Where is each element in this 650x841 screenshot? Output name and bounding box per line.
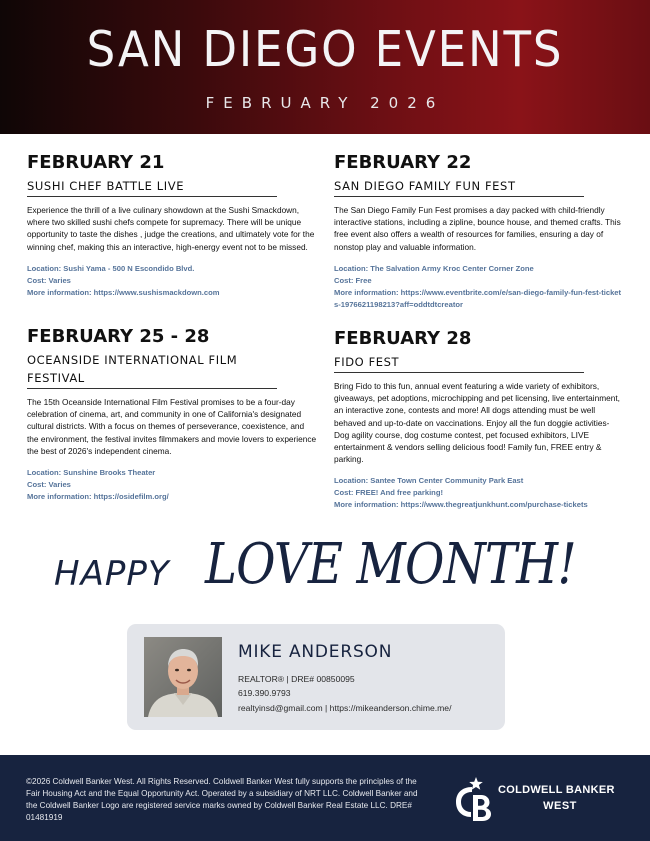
event-meta — [334, 475, 624, 511]
love-month-banner — [0, 532, 650, 612]
event-meta — [334, 263, 624, 311]
event-info-link[interactable]: More information: https://www.thegreatjunkhunt.com/purchase-tickets — [334, 500, 588, 510]
event-description: The San Diego Family Fun Fest promises a day packed with child-friendly interactive stations, including a zipline, bounce house, and themed crafts. This free event also offers a wealth of resources for families, ensuring a day of nonstop play and valuable information. — [334, 205, 621, 252]
event-meta — [27, 467, 317, 503]
event-location: Location: Santee Town Center Community Park East — [334, 476, 524, 486]
event-info-link[interactable]: More information: https://www.sushismackdown.com — [27, 287, 220, 297]
event-info-link[interactable]: More information: https://www.eventbrite.com/e/san-diego-family-fun-fest-tickets-1976621198213?aff=oddtdtcreator — [334, 287, 622, 309]
agent-license: REALTOR® | DRE# 00850095 — [238, 674, 355, 684]
footer — [0, 755, 650, 841]
agent-portrait-image — [144, 637, 222, 717]
banner-love-month-text: LOVE MONTH! — [205, 532, 576, 597]
event-name: SUSHI CHEF BATTLE LIVE — [27, 177, 277, 197]
agent-email-website[interactable]: realtyinsd@gmail.com | https://mikeanderson.chime.me/ — [238, 702, 452, 713]
event-cost: Cost: Varies — [27, 480, 71, 490]
agent-contact-block — [238, 672, 451, 715]
banner-happy-text: HAPPY — [54, 554, 170, 594]
event-description: The 15th Oceanside International Film Festival promises to be a four-day celebration of cinema, art, and community in one of California's designated cultural districts. With a focus on themes of perseverance, coexistence, and the environment, the festival invites filmmakers and movie lovers to experience the best of 2026's independent cinema. — [27, 397, 317, 456]
agent-card — [127, 624, 505, 730]
event-description: Bring Fido to this fun, annual event featuring a wide variety of exhibitors, giveaways, pet adoptions, microchipping and pet licensing, live entertainment, an interactive zone, contests and more! All dogs attending must be well behaved and up-to-date on vaccinations. Enjoy all the fun doggie activities-Dog agility course, dog costume contest, pet focused exhibitors, LIVE entertainment & vendors selling delicious food! Family fun, FREE entry & parking. — [334, 381, 620, 465]
event-location: Location: Sunshine Brooks Theater — [27, 468, 156, 478]
page-subtitle: FEBRUARY 2026 — [205, 94, 445, 112]
event-cost: Cost: Varies — [27, 275, 71, 285]
agent-phone[interactable]: 619.390.9793 — [238, 688, 291, 699]
event-name: OCEANSIDE INTERNATIONAL FILM FESTIVAL — [27, 351, 277, 389]
event-cost: Cost: FREE! And free parking! — [334, 488, 443, 498]
event-date: FEBRUARY 22 — [334, 152, 472, 173]
event-card — [334, 152, 624, 311]
event-location: Location: Sushi Yama - 500 N Escondido Blvd. — [27, 263, 195, 273]
event-card — [27, 326, 317, 503]
brand-sub: WEST — [543, 800, 577, 812]
header-banner — [0, 0, 650, 134]
brand-name: COLDWELL BANKER — [498, 784, 615, 796]
event-location: Location: The Salvation Army Kroc Center Corner Zone — [334, 263, 534, 273]
agent-photo — [144, 637, 222, 717]
event-cost: Cost: Free — [334, 275, 372, 285]
event-date: FEBRUARY 28 — [334, 328, 472, 349]
event-description: Experience the thrill of a live culinary showdown at the Sushi Smackdown, where two skilled sushi chefs compete for supremacy. There will be unique opportunity to taste the dishes , judge the creations, and ultimately vote for the winning chef, making this an interactive, high-energy event not to be missed. — [27, 205, 315, 252]
event-date: FEBRUARY 21 — [27, 152, 165, 173]
coldwell-banker-logo-icon — [452, 771, 494, 825]
event-meta — [27, 263, 317, 299]
event-card — [27, 152, 317, 299]
event-date: FEBRUARY 25 - 28 — [27, 326, 210, 347]
page-title: SAN DIEGO EVENTS — [86, 21, 564, 78]
agent-name: MIKE ANDERSON — [238, 642, 393, 662]
event-name: SAN DIEGO FAMILY FUN FEST — [334, 177, 584, 197]
footer-legal-text: ©2026 Coldwell Banker West. All Rights Reserved. Coldwell Banker West fully supports the principles of the Fair Housing Act and the Equal Opportunity Act. Operated by a subsidiary of NRT LLC. Coldwell Banker and the Coldwell Banker Logo are registered service marks owned by Coldwell Banker Real Estate LLC. DRE# 01481919 — [26, 777, 418, 822]
event-card — [334, 328, 624, 511]
event-name: FIDO FEST — [334, 353, 584, 373]
event-info-link[interactable]: More information: https://osidefilm.org/ — [27, 492, 169, 502]
